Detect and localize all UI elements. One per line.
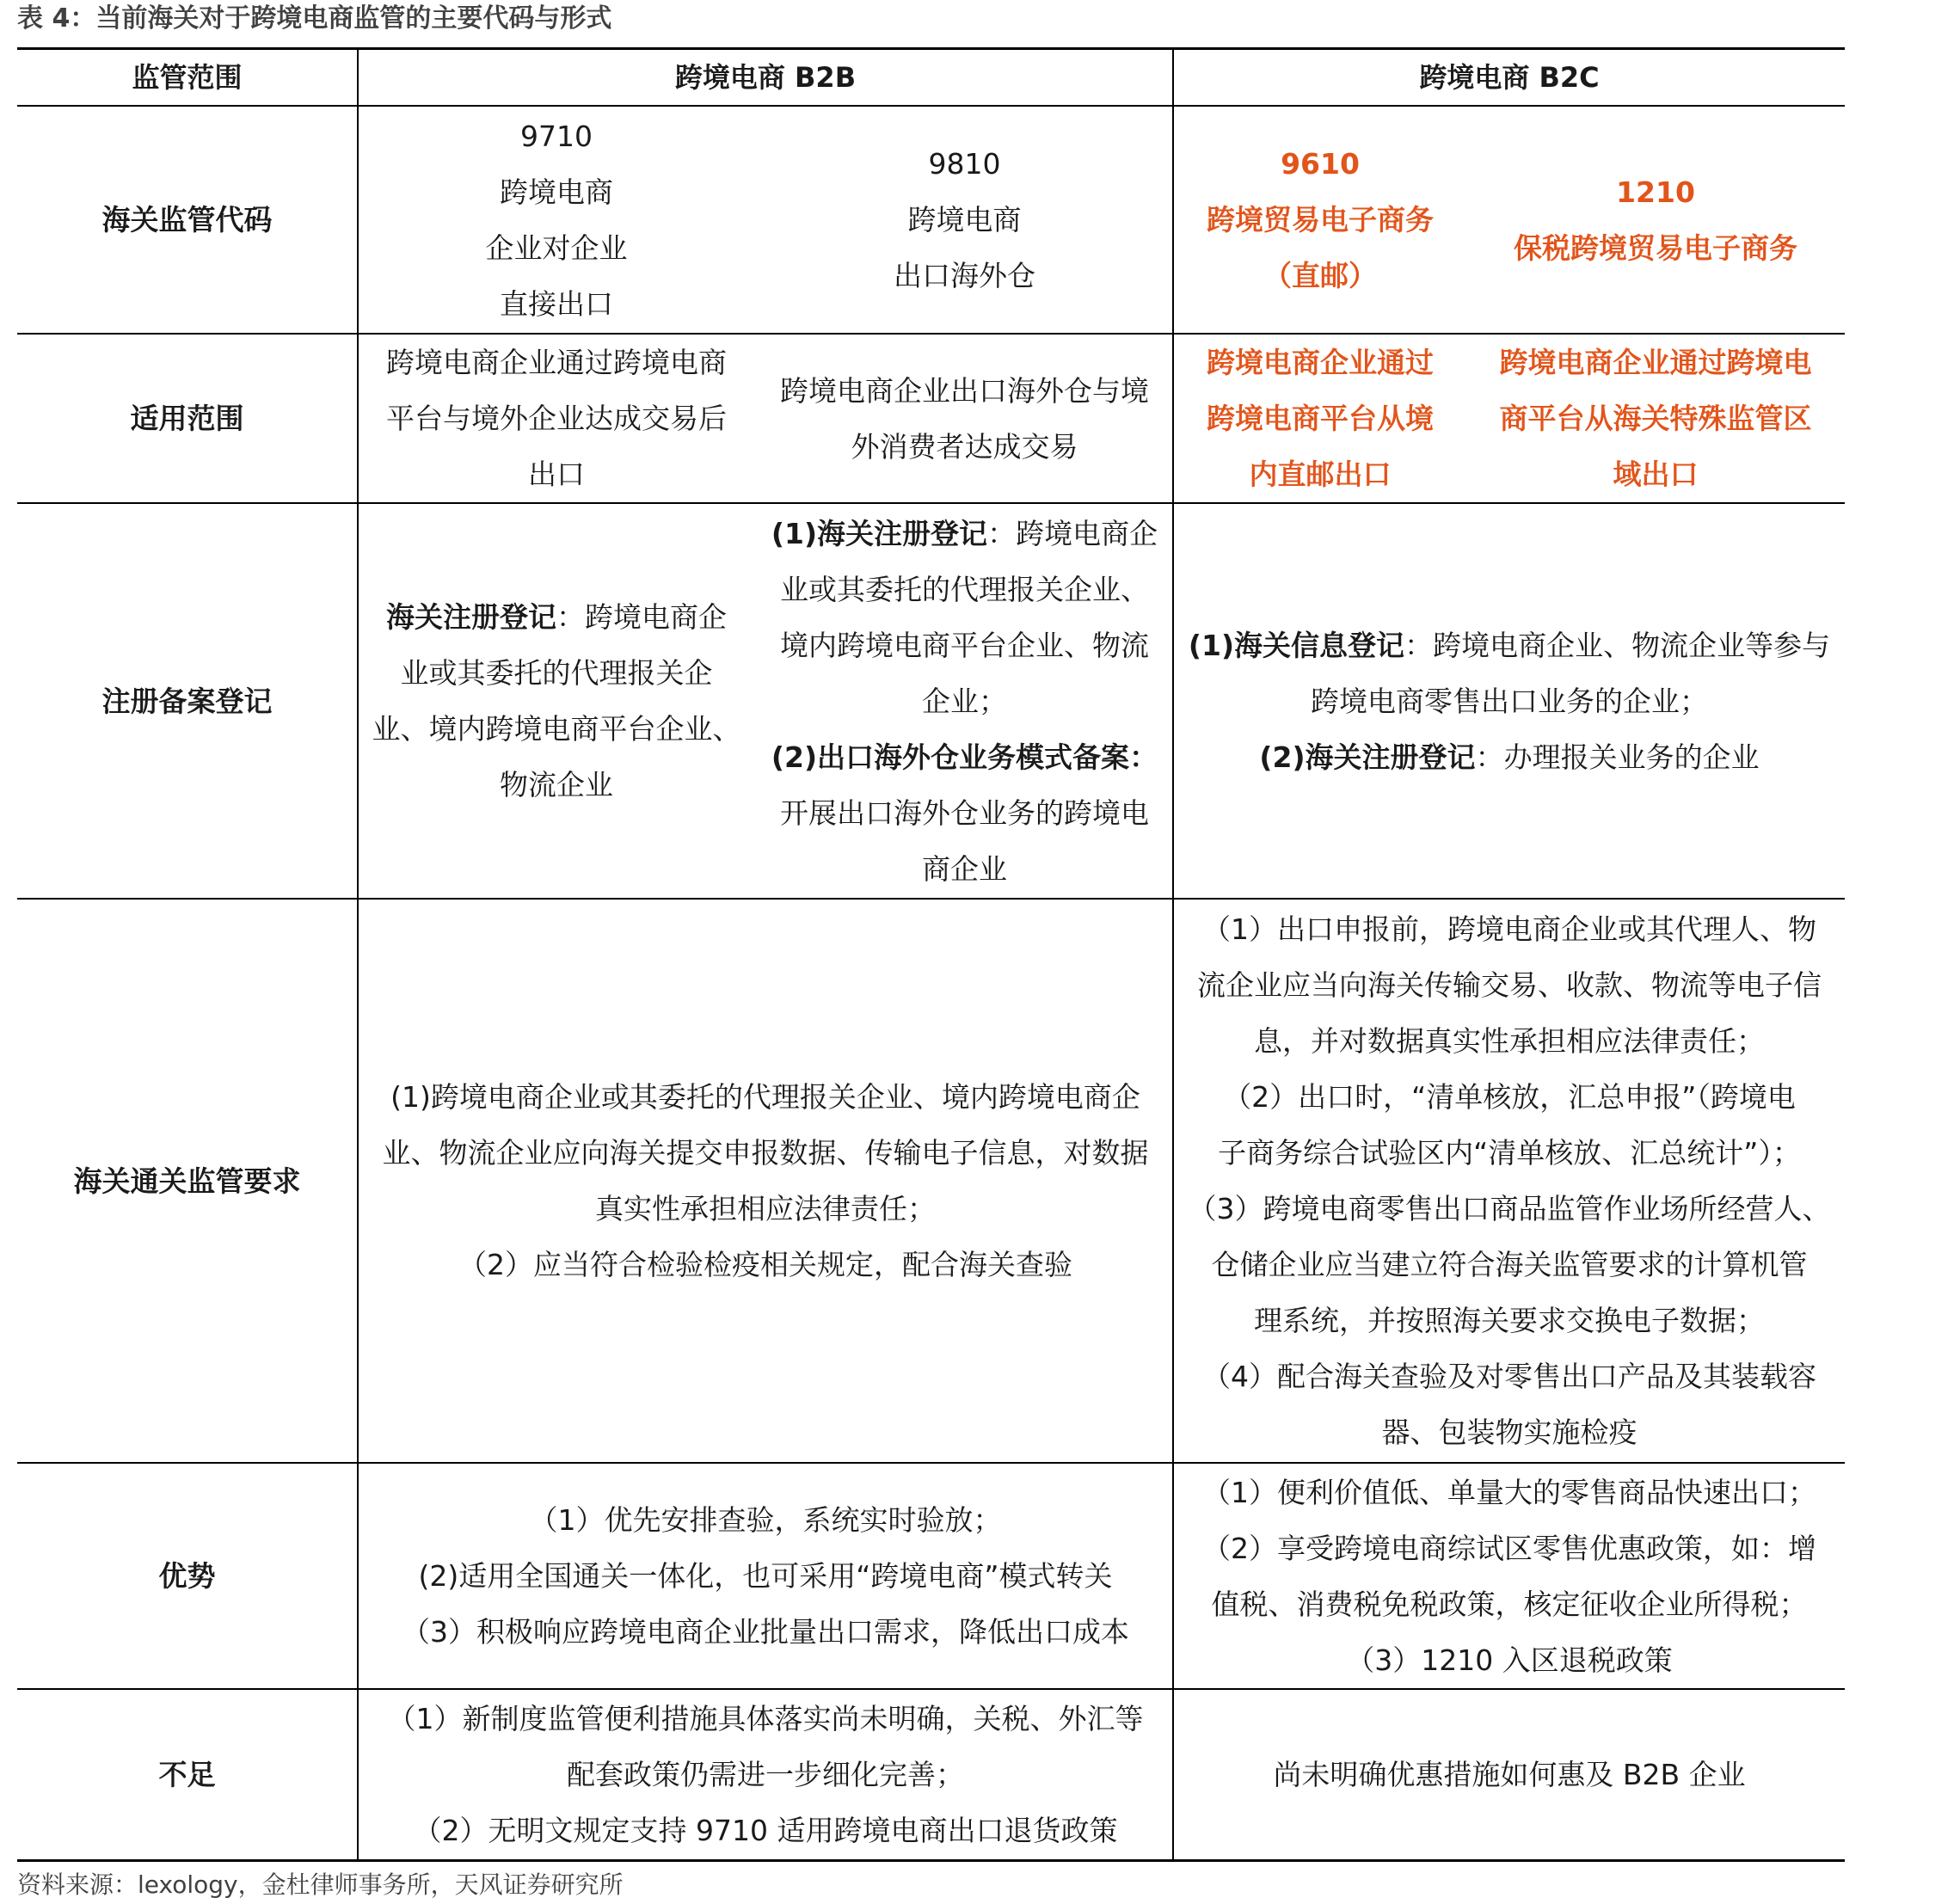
scope-1210: 跨境电商企业通过跨境电 商平台从海关特殊监管区 域出口 [1499, 346, 1812, 491]
scope-9710: 跨境电商企业通过跨境电商 平台与境外企业达成交易后 出口 [386, 346, 727, 491]
row-label-shortage: 不足 [158, 1758, 216, 1791]
advantage-b2c: （1）便利价值低、单量大的零售商品快速出口； （2）享受跨境电商综试区零售优惠政策，如：增 值税、消费税免税政策，核定征收企业所得税； （3）1210 入区退税政策 [1202, 1475, 1816, 1677]
header-b2b: 跨境电商 B2B [674, 60, 857, 94]
registration-9710-bold: 海关注册登记 [386, 600, 556, 634]
registration-b2c: (1)海关信息登记：跨境电商企业、物流企业等参与 跨境电商零售出口业务的企业； (2)海关注册登记：办理报关业务的企业 [1188, 628, 1831, 774]
header-scope: 监管范围 [132, 60, 243, 94]
shortage-b2c: 尚未明确优惠措施如何惠及 B2B 企业 [1273, 1758, 1746, 1791]
registration-9810-bold-2: (2)出口海外仓业务模式备案 [771, 740, 1130, 774]
header-b2c: 跨境电商 B2C [1419, 60, 1600, 94]
shortage-b2b: （1）新制度监管便利措施具体落实尚未明确，关税、外汇等 配套政策仍需进一步细化完善； （2）无明文规定支持 9710 适用跨境电商出口退货政策 [387, 1702, 1144, 1847]
clearance-b2b: (1)跨境电商企业或其委托的代理报关企业、境内跨境电商企 业、物流企业应向海关提交申报数据、传输电子信息，对数据 真实性承担相应法律责任； （2）应当符合检验检疫相关规定，配合海关查验 [382, 1080, 1149, 1281]
registration-9810-bold-1: (1)海关注册登记 [771, 516, 988, 550]
registration-b2c-bold-1: (1)海关信息登记 [1188, 628, 1405, 662]
row-label-scope: 适用范围 [130, 402, 244, 435]
row-label-registration: 注册备案登记 [101, 684, 273, 718]
row-label-clearance: 海关通关监管要求 [73, 1164, 301, 1198]
clearance-b2c: （1）出口申报前，跨境电商企业或其代理人、物 流企业应当向海关传输交易、收款、物流等电子信 息，并对数据真实性承担相应法律责任； （2）出口时，“清单核放，汇总申报”（跨境电 子商务综合试验区内“清单核放、汇总统计”）； （3）跨境电商零售出口商品监管作业场所经营人、 仓储企业应当建立符合海关监管要求的计算机管 理系统，并按照海关要求交换电子数据； （4）配合海关查验及对零售出口产品及其装载容 器、包装物实施检疫 [1188, 912, 1831, 1449]
row-label-codes: 海关监管代码 [101, 203, 273, 236]
row-label-advantage: 优势 [158, 1559, 216, 1593]
code-1210: 1210 保税跨境贸易电子商务 [1514, 175, 1797, 265]
registration-9810: (1)海关注册登记：跨境电商企 业或其委托的代理报关企业、 境内跨境电商平台企业、物流 企业； (2)出口海外仓业务模式备案： 开展出口海外仓业务的跨境电 商企业 [771, 516, 1158, 886]
scope-9610: 跨境电商企业通过 跨境电商平台从境 内直邮出口 [1207, 346, 1434, 491]
code-9810: 9810 跨境电商 出口海外仓 [894, 147, 1035, 292]
code-9610: 9610 跨境贸易电子商务 （直邮） [1207, 147, 1434, 292]
table-title: 表 4：当前海关对于跨境电商监管的主要代码与形式 [17, 3, 612, 34]
advantage-b2b: （1）优先安排查验，系统实时验放； (2)适用全国通关一体化，也可采用“跨境电商”模式转关 （3）积极响应跨境电商企业批量出口需求，降低出口成本 [402, 1503, 1129, 1649]
registration-9710: 海关注册登记：跨境电商企 业或其委托的代理报关企 业、境内跨境电商平台企业、 物流企业 [372, 600, 741, 802]
source-note: 资料来源：lexology，金杜律师事务所，天风证券研究所 [17, 1870, 624, 1899]
scope-9810: 跨境电商企业出口海外仓与境 外消费者达成交易 [780, 373, 1149, 464]
rule-bottom [17, 1859, 1845, 1862]
code-9710: 9710 跨境电商 企业对企业 直接出口 [485, 119, 628, 321]
registration-b2c-bold-2: (2)海关注册登记 [1259, 740, 1476, 774]
